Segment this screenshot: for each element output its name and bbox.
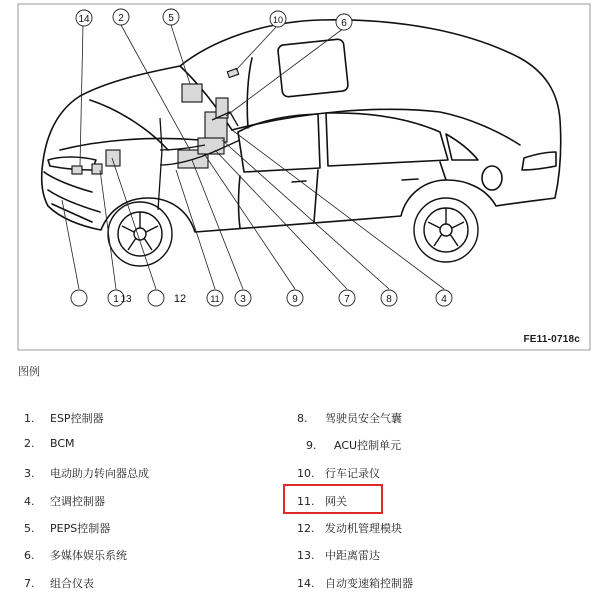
legend-text: 电动助力转向器总成 xyxy=(50,467,149,480)
legend-text: PEPS控制器 xyxy=(50,522,111,535)
legend-num: 7. xyxy=(24,577,35,590)
legend-num: 3. xyxy=(24,467,35,480)
legend-item-2 xyxy=(24,437,75,450)
legend-num: 2. xyxy=(24,437,35,450)
legend-item-1 xyxy=(24,410,104,426)
legend-item-8 xyxy=(297,410,402,426)
legend-item-4 xyxy=(24,493,105,509)
callout-label-11: 11 xyxy=(210,294,220,304)
legend-item-5 xyxy=(24,520,110,536)
callout-label-10: 10 xyxy=(272,15,284,25)
callout-label-2: 2 xyxy=(118,13,124,24)
car-body xyxy=(42,20,561,232)
legend-item-10 xyxy=(297,465,380,481)
callout-label-1: 1 xyxy=(113,294,119,305)
legend-text: 空调控制器 xyxy=(50,495,105,508)
legend-text: BCM xyxy=(50,437,75,450)
legend-item-6 xyxy=(24,547,127,563)
callout-circles xyxy=(71,9,452,306)
callout-label-5: 5 xyxy=(168,13,174,24)
legend-num: 13. xyxy=(297,549,315,562)
legend-num: 5. xyxy=(24,522,35,535)
legend-text: ESP控制器 xyxy=(50,412,104,425)
legend-title: 图例 xyxy=(18,365,40,378)
legend-num: 4. xyxy=(24,495,35,508)
legend-text: 行车记录仪 xyxy=(325,467,380,480)
legend-num: 6. xyxy=(24,549,35,562)
figure-code: FE11-0718c xyxy=(523,334,580,345)
callout-label-9: 9 xyxy=(292,294,298,305)
callout-label-14: 14 xyxy=(78,14,90,25)
callout-12 xyxy=(148,290,164,306)
callout-1 xyxy=(71,290,87,306)
legend-text: 中距离雷达 xyxy=(325,549,380,562)
legend-item-9 xyxy=(306,437,401,453)
legend-num: 9. xyxy=(306,439,317,452)
callout-label-3: 3 xyxy=(240,294,246,305)
callout-label-7: 7 xyxy=(344,294,350,305)
callout-label-4: 4 xyxy=(441,294,447,305)
callout-label-8: 8 xyxy=(386,294,392,305)
legend-num: 1. xyxy=(24,412,35,425)
legend-item-7 xyxy=(24,575,94,591)
legend-num: 11. xyxy=(297,495,315,508)
callout-label-13: 13 xyxy=(120,294,132,305)
legend-text: 自动变速箱控制器 xyxy=(325,577,413,590)
legend-text: ACU控制单元 xyxy=(334,439,402,452)
legend-num: 10. xyxy=(297,467,315,480)
legend-item-12 xyxy=(297,520,402,536)
legend-num: 14. xyxy=(297,577,315,590)
callout-labels xyxy=(78,13,447,305)
legend-text: 多媒体娱乐系统 xyxy=(50,549,127,562)
legend-num: 12. xyxy=(297,522,315,535)
legend-item-13 xyxy=(297,547,380,563)
legend-text: 组合仪表 xyxy=(50,577,94,590)
legend-text: 驾驶员安全气囊 xyxy=(325,412,402,425)
legend-num: 8. xyxy=(297,412,308,425)
callout-label-6: 6 xyxy=(341,18,347,29)
legend-item-3 xyxy=(24,465,149,481)
highlight-box xyxy=(283,484,383,514)
legend-text: 发动机管理模块 xyxy=(325,522,402,535)
legend-item-14 xyxy=(297,575,413,591)
legend-text: 网关 xyxy=(325,495,347,508)
callout-label-12: 12 xyxy=(173,293,187,305)
modules xyxy=(72,68,239,174)
figure-frame xyxy=(18,4,590,350)
